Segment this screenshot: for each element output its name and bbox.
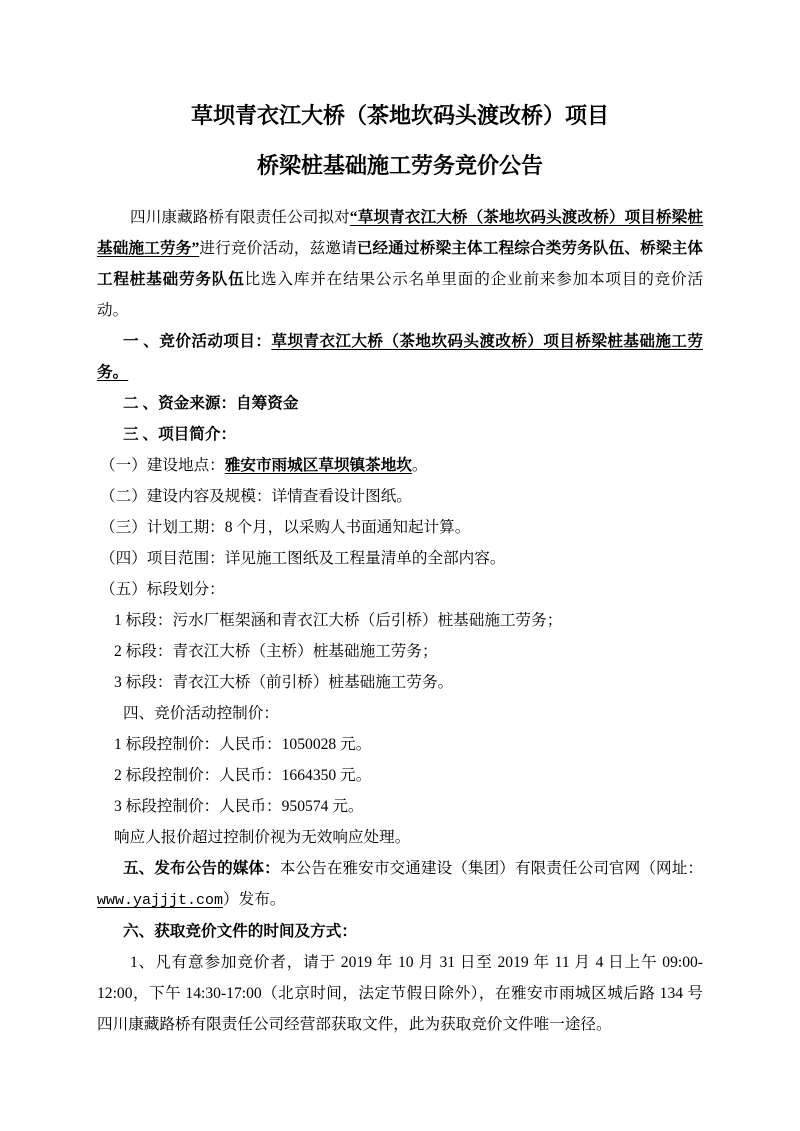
- lot-item-2: 2 标段：青衣江大桥（主桥）桩基础施工劳务；: [114, 643, 438, 660]
- intro-qualified-teams: 已经通过桥梁主体工程综合类劳务队伍、桥梁主体工程桩基础劳务队伍: [97, 240, 703, 288]
- invalid-response-note: 响应人报价超过控制价视为无效响应处理。: [114, 829, 411, 846]
- price-item-3: 3 标段控制价：人民币：950574 元。: [114, 798, 364, 815]
- project-info-schedule: （三）计划工期：8 个月，以采购人书面通知起计算。: [100, 519, 471, 536]
- section-five-paragraph: [97, 853, 703, 916]
- section-one-label: 一 、竞价活动项目：: [123, 333, 272, 350]
- project-info-location: [97, 450, 703, 481]
- location-value: 雅安市雨城区草坝镇茶地坎: [224, 457, 412, 474]
- intro-tail-text: 比选入库并在结果公示名单里面的企业前来参加本项目的竞价活动。: [97, 271, 703, 319]
- intro-paragraph: [97, 202, 703, 326]
- location-label: （一）建设地点：: [100, 457, 225, 474]
- intro-company-text: 四川康藏路桥有限责任公司拟对: [130, 209, 350, 226]
- section-five-text: 本公告在雅安市交通建设（集团）有限责任公司官网（网址：: [279, 860, 703, 877]
- section-five-tail: ）发布。: [223, 891, 286, 908]
- section-one-heading: [97, 326, 703, 388]
- intro-project-name: “草坝青衣江大桥（茶地坎码头渡改桥）项目桥梁桩基础施工劳务”: [97, 209, 703, 257]
- section-four-heading: 四、竞价活动控制价：: [123, 705, 279, 722]
- section-six-heading: 六、获取竞价文件的时间及方式：: [123, 923, 357, 940]
- location-tail: 。: [411, 457, 428, 474]
- section-three-heading: 三 、项目简介：: [123, 426, 237, 443]
- section-five-label: 五、发布公告的媒体：: [123, 860, 280, 877]
- project-info-scope: （四）项目范围：详见施工图纸及工程量清单的全部内容。: [100, 550, 506, 567]
- doc-title-line2: 桥梁桩基础施工劳务竞价公告: [256, 153, 543, 178]
- section-six-paragraph: 1、凡有意参加竞价者，请于 2019 年 10 月 31 日至 2019 年 11 月 4 日上午 09:00-12:00，下午 14:30-17:00（北京时间，法定节假日除外），在雅安市雨城区城后路 134 号四川康藏路桥有限责任公司经营部获取文件，此为获取竞价文件唯一途径。: [97, 954, 703, 1033]
- project-info-content-scale: （二）建设内容及规模：详情查看设计图纸。: [100, 488, 412, 505]
- price-item-2: 2 标段控制价：人民币：1664350 元。: [114, 767, 372, 784]
- website-link[interactable]: www.yajjjt.com: [97, 892, 224, 909]
- project-info-lots-heading: （五）标段划分：: [100, 581, 225, 598]
- section-two-heading: 二 、资金来源：自筹资金: [123, 395, 299, 412]
- lot-item-1: 1 标段：污水厂框架涵和青衣江大桥（后引桥）桩基础施工劳务；: [114, 612, 563, 629]
- doc-title-line1: 草坝青衣江大桥（茶地坎码头渡改桥）项目: [190, 103, 609, 128]
- section-one-project-name: 草坝青衣江大桥（茶地坎码头渡改桥）项目桥梁桩基础施工劳务。: [97, 333, 703, 381]
- price-item-1: 1 标段控制价：人民币：1050028 元。: [114, 736, 372, 753]
- intro-middle-text: 进行竞价活动，兹邀请: [199, 240, 357, 257]
- lot-item-3: 3 标段：青衣江大桥（前引桥）桩基础施工劳务。: [114, 674, 454, 691]
